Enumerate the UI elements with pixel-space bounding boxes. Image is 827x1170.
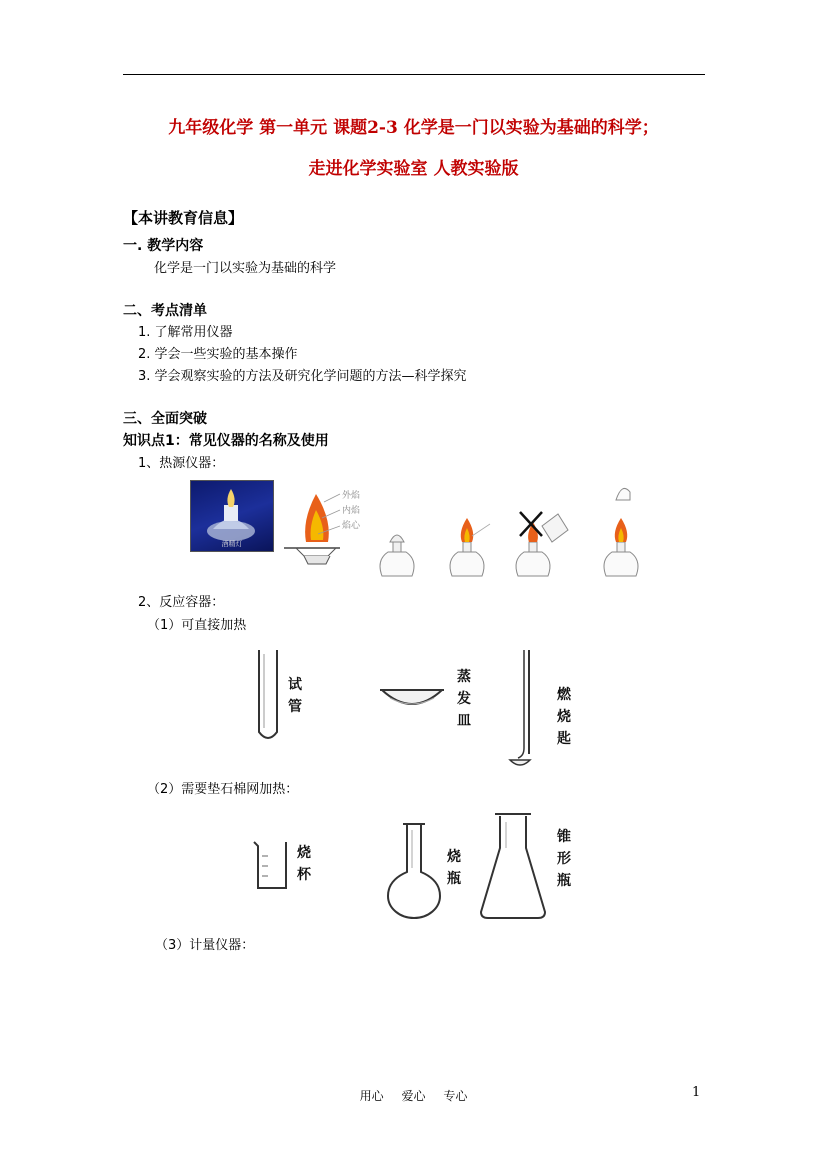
header-rule	[123, 74, 705, 75]
test-tube-drawing	[256, 648, 280, 744]
section2-item-3: 3. 学会观察实验的方法及研究化学问题的方法—科学探究	[138, 369, 467, 384]
page-number: 1	[692, 1085, 701, 1100]
info-heading: 【本讲教育信息】	[123, 209, 244, 227]
sub-measuring-instruments: （3）计量仪器：	[155, 938, 255, 953]
doc-title-line1: 九年级化学 第一单元 课题2-3 化学是一门以实验为基础的科学；	[168, 118, 659, 138]
beaker-drawing	[252, 838, 292, 892]
alcohol-lamp-capped	[372, 520, 422, 580]
flame-label-core: 焰心	[342, 521, 361, 531]
alcohol-lamp-cap-removed	[596, 480, 646, 580]
section2-item-2: 2. 学会一些实验的基本操作	[138, 347, 298, 362]
section2-heading: 二、考点清单	[123, 303, 207, 319]
conical-flask-drawing	[478, 808, 548, 920]
photo-caption: 酒精灯	[221, 540, 243, 548]
alcohol-lamp-photo	[190, 480, 274, 552]
section2-item-1: 1. 了解常用仪器	[138, 325, 233, 340]
section1-heading: 一. 教学内容	[123, 238, 204, 254]
combustion-spoon-label: 燃烧匙	[557, 687, 571, 747]
beaker-label: 烧杯	[297, 845, 311, 883]
alcohol-lamp-lit	[442, 510, 492, 580]
footer-item-3: 专心	[443, 1089, 468, 1103]
footer-item-2: 爱心	[401, 1089, 426, 1103]
round-flask-label: 烧瓶	[447, 849, 461, 887]
section3-heading: 三、全面突破	[123, 411, 207, 427]
knowledge-point-1-heading: 知识点1：常见仪器的名称及使用	[123, 433, 329, 449]
footer-item-1: 用心	[359, 1089, 384, 1103]
page-footer	[0, 1087, 827, 1104]
sub-direct-heating: （1）可直接加热	[147, 618, 247, 633]
combustion-spoon-drawing	[504, 648, 544, 768]
flame-label-inner: 内焰	[342, 506, 361, 516]
test-tube-label: 试管	[288, 677, 302, 715]
alcohol-lamp-wrong-practice	[508, 508, 568, 578]
evaporating-dish-label: 蒸发皿	[457, 669, 471, 729]
round-flask-drawing	[384, 822, 444, 918]
section1-text: 化学是一门以实验为基础的科学	[154, 261, 337, 276]
doc-title-line2: 走进化学实验室 人教实验版	[308, 159, 519, 179]
item-heat-sources: 1、热源仪器：	[138, 456, 225, 471]
flame-label-outer: 外焰	[342, 491, 361, 501]
item-reaction-containers: 2、反应容器：	[138, 595, 225, 610]
evaporating-dish-drawing	[380, 686, 444, 716]
conical-flask-label: 锥形瓶	[557, 829, 571, 889]
sub-asbestos-net-heating: （2）需要垫石棉网加热：	[147, 782, 299, 797]
